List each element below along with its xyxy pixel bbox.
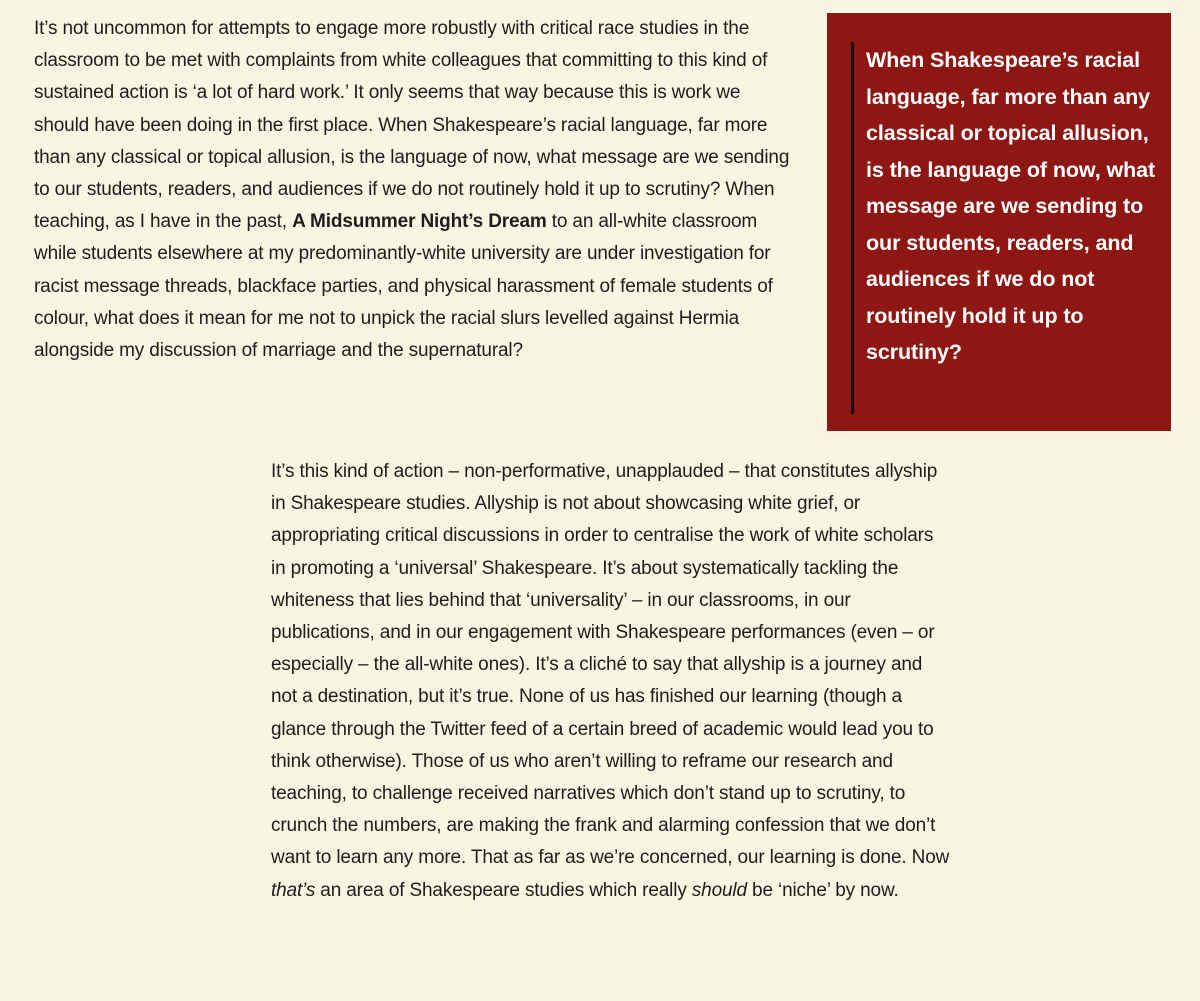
body-paragraph-2 (271, 456, 951, 907)
paragraph-1-text-after-title: to an all-white classroom while students elsewhere at my predominantly-white university are under investigation for racist message threads, blackface parties, and physical harassment of female students of colour, what does it mean for me not to unpick the racial slurs levelled against Hermia alongside my discussion of marriage and the supernatural? (34, 211, 773, 362)
pullquote-rule (851, 42, 854, 414)
body-paragraph-1 (34, 13, 794, 367)
paragraph-2-text-part-3: be ‘niche’ by now. (746, 879, 899, 901)
emphasis-thats: that’s (271, 879, 316, 901)
pullquote-box (827, 13, 1171, 431)
play-title: A Midsummer Night’s Dream (292, 211, 547, 233)
paragraph-2-text-part-1: It’s this kind of action – non-performative, unapplauded – that constitutes allyship in Shakespeare studies. Allyship is not about showcasing white grief, or appropriating critical discussions in order to centralise the work of white scholars in promoting a ‘universal’ Shakespeare. It’s about systematically tackling the whiteness that lies behind that ‘universality’ – in our classrooms, in our publications, and in our engagement with Shakespeare performances (even – or especially – the all-white ones). It’s a cliché to say that allyship is a journey and not a destination, but it’s true. None of us has finished our learning (though a glance through the Twitter feed of a certain breed of academic would lead you to think otherwise). Those of us who aren’t willing to reframe our research and teaching, to challenge received narratives which don’t stand up to scrutiny, to crunch the numbers, are making the frank and alarming confession that we don’t want to learn any more. That as far as we’re concerned, our learning is done. Now (271, 461, 950, 869)
paragraph-1-text-before-title: It’s not uncommon for attempts to engage more robustly with critical race studies in the classroom to be met with complaints from white colleagues that committing to this kind of sustained action is ‘a lot of hard work.’ It only seems that way because this is work we should have been doing in the first place. When Shakespeare’s racial language, far more than any classical or topical allusion, is the language of now, what message are we sending to our students, readers, and audiences if we do not routinely hold it up to scrutiny? When teaching, as I have in the past, (34, 18, 790, 233)
emphasis-should: should (691, 879, 747, 901)
pullquote-text: When Shakespeare’s racial language, far more than any classical or topical allusion, is the language of now, what message are we sending to our students, readers, and audiences if we do not routinely hold it up to scrutiny? (866, 48, 1156, 364)
paragraph-2-text-part-2: an area of Shakespeare studies which really (315, 879, 692, 901)
